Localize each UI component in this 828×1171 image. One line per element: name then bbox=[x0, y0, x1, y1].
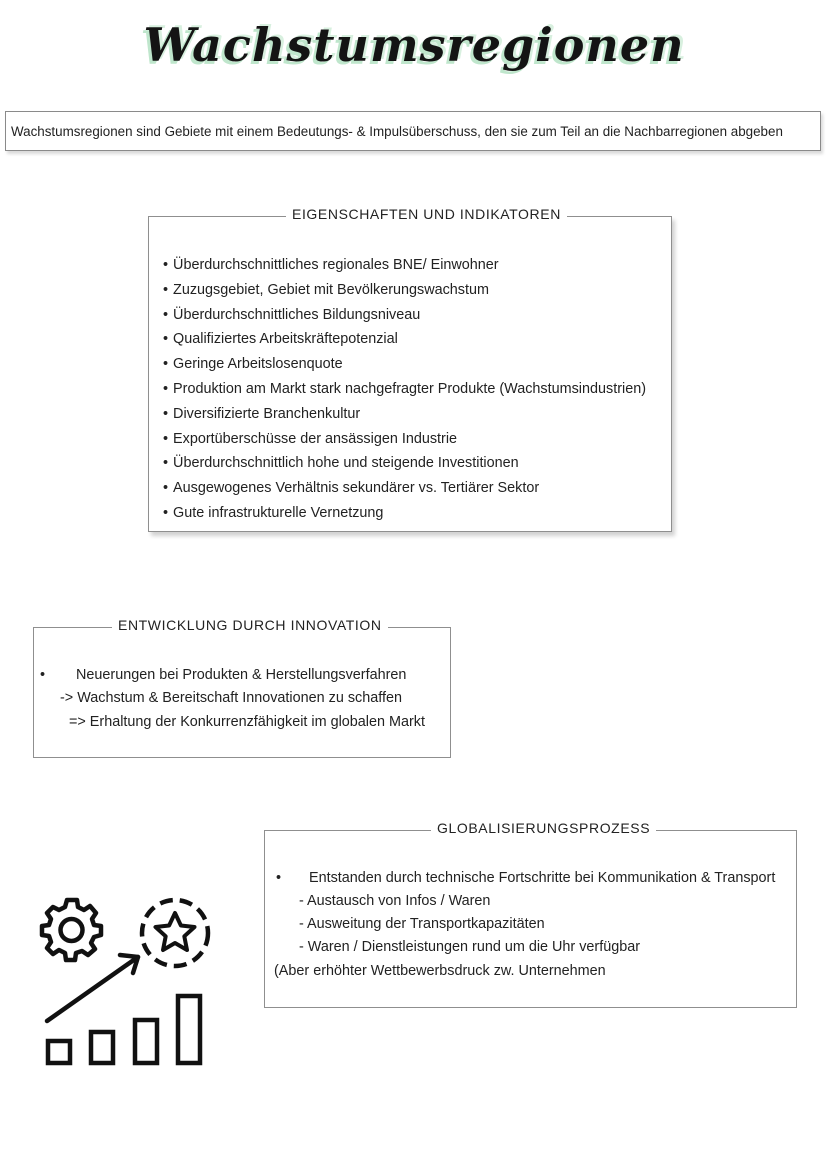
list-item: • Zuzugsgebiet, Gebiet mit Bevölkerungswachstum bbox=[163, 278, 646, 303]
list-item: • Qualifiziertes Arbeitskräftepotenzial bbox=[163, 327, 646, 352]
globalization-note: (Aber erhöhter Wettbewerbsdruck zw. Unternehmen bbox=[274, 963, 606, 979]
bullet: • bbox=[40, 667, 46, 683]
properties-heading: EIGENSCHAFTEN UND INDIKATOREN bbox=[286, 206, 567, 222]
properties-list bbox=[163, 253, 646, 526]
innovation-line: => Erhaltung der Konkurrenzfähigkeit im globalen Markt bbox=[69, 714, 425, 730]
globalization-box bbox=[264, 820, 797, 1008]
list-item: • Exportüberschüsse der ansässigen Industrie bbox=[163, 427, 646, 452]
list-item: • Überdurchschnittliches Bildungsniveau bbox=[163, 303, 646, 328]
star-icon bbox=[142, 900, 208, 966]
innovation-box bbox=[33, 617, 451, 758]
gear-icon bbox=[42, 900, 101, 960]
list-item: • Überdurchschnittlich hohe und steigende Investitionen bbox=[163, 451, 646, 476]
arrow-icon bbox=[47, 955, 138, 1021]
globalization-subline: - Ausweitung der Transportkapazitäten bbox=[299, 916, 545, 932]
list-item: • Überdurchschnittliches regionales BNE/ Einwohner bbox=[163, 253, 646, 278]
globalization-heading: GLOBALISIERUNGSPROZESS bbox=[431, 820, 656, 836]
globalization-line: Entstanden durch technische Fortschritte bei Kommunikation & Transport bbox=[309, 870, 776, 886]
globalization-subline: - Austausch von Infos / Waren bbox=[299, 893, 491, 909]
growth-chart-gear-star-icon bbox=[38, 893, 218, 1073]
definition-box: Wachstumsregionen sind Gebiete mit einem Bedeutungs- & Impulsüberschuss, den sie zum Teil an die Nachbarregionen abgeben bbox=[5, 111, 821, 151]
innovation-heading: ENTWICKLUNG DURCH INNOVATION bbox=[112, 617, 388, 633]
properties-box bbox=[148, 206, 672, 532]
globalization-subline: - Waren / Dienstleistungen rund um die Uhr verfügbar bbox=[299, 939, 641, 955]
list-item: • Diversifizierte Branchenkultur bbox=[163, 402, 646, 427]
list-item: • Geringe Arbeitslosenquote bbox=[163, 352, 646, 377]
list-item: • Produktion am Markt stark nachgefragter Produkte (Wachstumsindustrien) bbox=[163, 377, 646, 402]
innovation-line: -> Wachstum & Bereitschaft Innovationen zu schaffen bbox=[60, 690, 402, 706]
list-item: • Ausgewogenes Verhältnis sekundärer vs. Tertiärer Sektor bbox=[163, 476, 646, 501]
page-title: Wachstumsregionen bbox=[143, 18, 685, 72]
bullet: • bbox=[276, 870, 282, 886]
list-item: • Gute infrastrukturelle Vernetzung bbox=[163, 501, 646, 526]
innovation-line: Neuerungen bei Produkten & Herstellungsverfahren bbox=[76, 667, 407, 683]
